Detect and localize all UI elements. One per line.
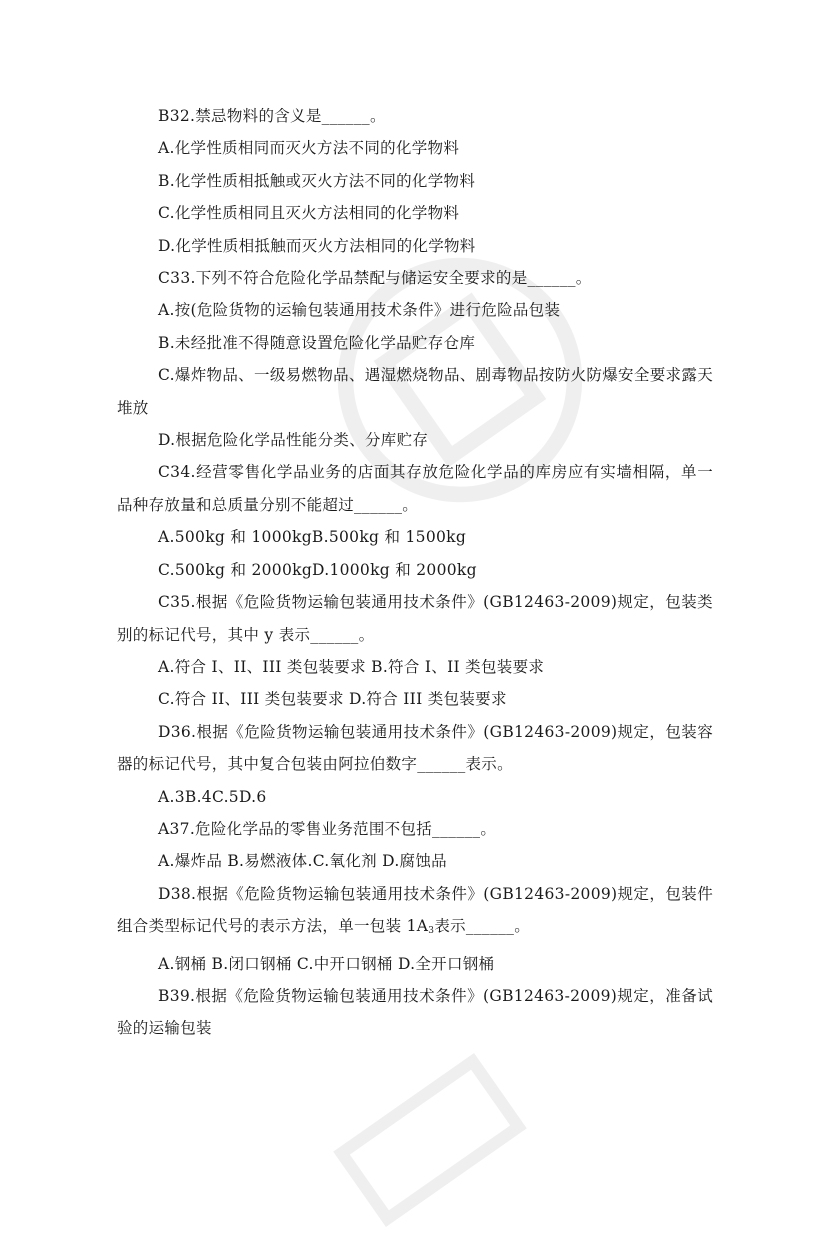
question-37: A37.危险化学品的零售业务范围不包括______。: [158, 819, 497, 838]
option-34-ab: A.500kg 和 1000kgB.500kg 和 1500kg: [158, 528, 467, 547]
question-list: [117, 100, 713, 1045]
option-32-d: D.化学性质相抵触而灭火方法相同的化学物料: [158, 236, 476, 255]
question-38-tail: 表示______。: [434, 917, 531, 936]
option-33-d: D.根据危险化学品性能分类、分库贮存: [158, 431, 429, 450]
question-35: C35.根据《危险货物运输包装通用技术条件》(GB12463-2009)规定，包装类别的标记代号，其中 y 表示______。: [117, 593, 713, 644]
question-38: [117, 878, 713, 948]
watermark-icon: [314, 1033, 547, 1246]
question-34: C34.经营零售化学品业务的店面其存放危险化学品的库房应有实墙相隔，单一品种存放量和总质量分别不能超过______。: [117, 463, 713, 514]
question-38-text: D38.根据《危险货物运输包装通用技术条件》(GB12463-2009)规定，包装件组合类型标记代号的表示方法，单一包装 1A: [117, 884, 713, 936]
option-32-b: B.化学性质相抵触或灭火方法不同的化学物料: [158, 171, 476, 190]
option-35-cd: C.符合 II、III 类包装要求 D.符合 III 类包装要求: [158, 690, 507, 709]
question-32: B32.禁忌物料的含义是______。: [158, 107, 386, 125]
option-32-c: C.化学性质相同且灭火方法相同的化学物料: [158, 204, 460, 223]
question-36: D36.根据《危险货物运输包装通用技术条件》(GB12463-2009)规定，包装容器的标记代号，其中复合包装由阿拉伯数字______表示。: [117, 722, 713, 774]
option-38: A.钢桶 B.闭口钢桶 C.中开口钢桶 D.全开口钢桶: [158, 954, 495, 973]
option-37: A.爆炸品 B.易燃液体.C.氧化剂 D.腐蚀品: [158, 852, 447, 871]
option-33-a: A.按(危险货物的运输包装通用技术条件》进行危险品包装: [158, 301, 561, 320]
question-33: C33.下列不符合危险化学品禁配与储运安全要求的是______。: [158, 269, 592, 288]
question-39: B39.根据《危险货物运输包装通用技术条件》(GB12463-2009)规定，准备试验的运输包装: [117, 986, 713, 1038]
option-33-c: C.爆炸物品、一级易燃物品、遇湿燃烧物品、剧毒物品按防火防爆安全要求露天堆放: [117, 366, 713, 417]
option-33-b: B.未经批准不得随意设置危险化学品贮存仓库: [158, 333, 476, 352]
option-35-ab: A.符合 I、II、III 类包装要求 B.符合 I、II 类包装要求: [158, 657, 545, 676]
option-36: A.3B.4C.5D.6: [158, 787, 267, 806]
option-34-cd: C.500kg 和 2000kgD.1000kg 和 2000kg: [158, 560, 477, 579]
option-32-a: A.化学性质相同而灭火方法不同的化学物料: [158, 139, 460, 158]
question-38-subscript: 3: [428, 926, 435, 937]
